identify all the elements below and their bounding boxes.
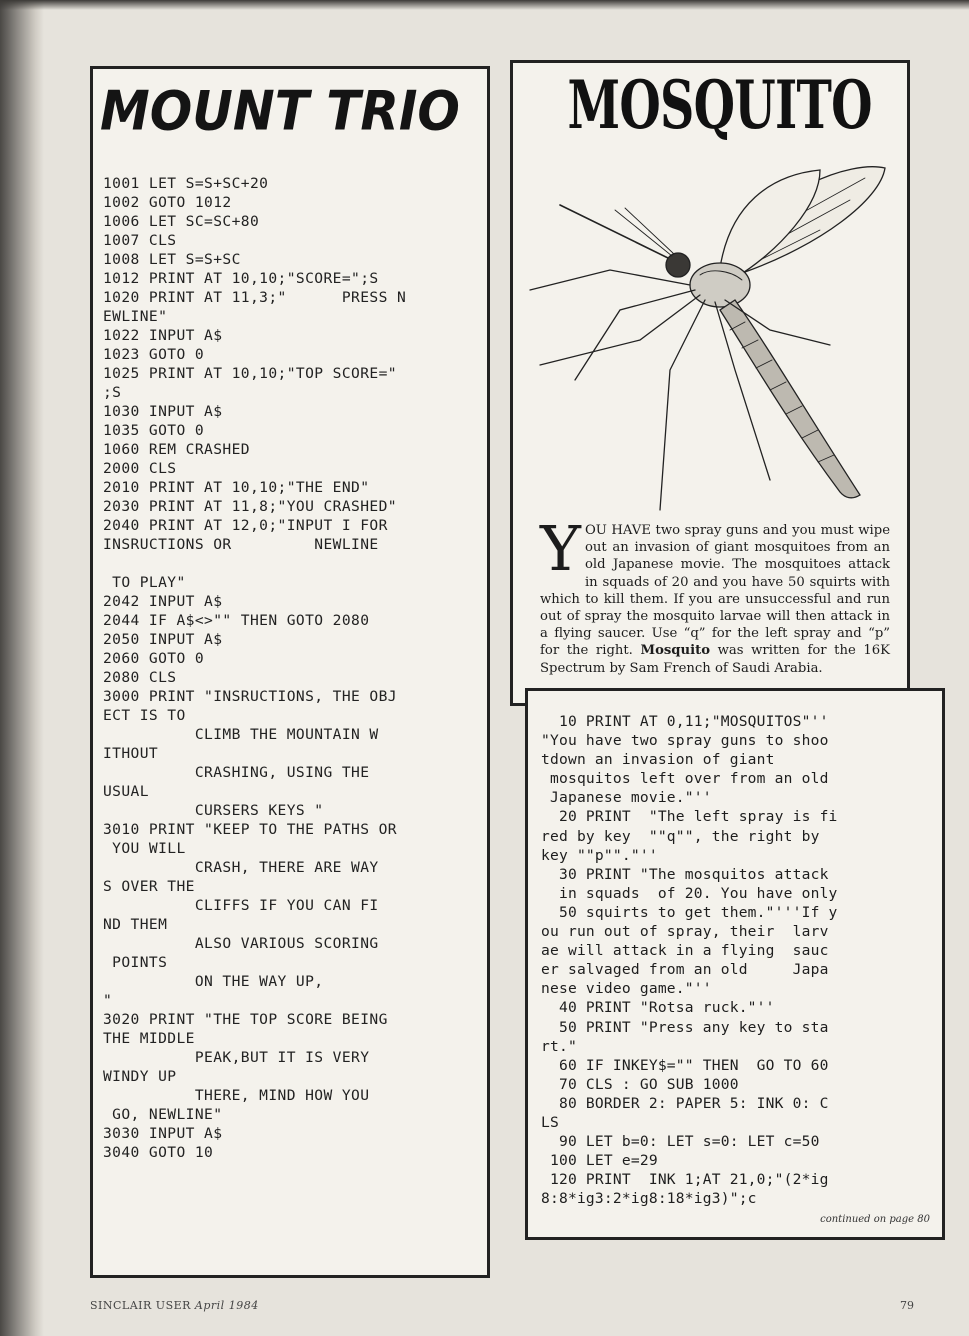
footer-magazine xyxy=(90,1299,259,1312)
code-line: 1025 PRINT AT 10,10;"TOP SCORE=" xyxy=(103,365,397,382)
code-line: 2042 INPUT A$ xyxy=(103,593,223,610)
code-line: in squads of 20. You have only xyxy=(541,884,838,902)
code-line: 3030 INPUT A$ xyxy=(103,1125,223,1142)
code-line: tdown an invasion of giant xyxy=(541,751,775,769)
code-line: POINTS xyxy=(103,954,168,971)
code-line: 2040 PRINT AT 12,0;"INPUT I FOR xyxy=(103,517,388,534)
intro-program-name: Mosquito xyxy=(640,643,711,659)
code-line: CRASH, THERE ARE WAY xyxy=(103,859,379,876)
code-line: Japanese movie."'' xyxy=(541,789,712,807)
code-line: ;S xyxy=(103,384,122,401)
code-line: CLIMB THE MOUNTAIN W xyxy=(103,726,379,743)
code-line: mosquitos left over from an old xyxy=(541,770,829,788)
mount-trio-title: MOUNT TRIO xyxy=(100,79,460,143)
code-line: red by key ""q"", the right by xyxy=(541,827,820,845)
code-line: 1001 LET S=S+SC+20 xyxy=(103,175,269,192)
intro-text: OU HAVE two spray guns and you must wipe out an invasion of giant mosquitoes from an old Japanese movie. The mosquitoes attack in squads of 20 and you have 50 squirts with which to kill them. If you are unsuccessful and run out of spray the mosquito larvae will then attack in a flying saucer. Use “q” for the left spray and “p” for the right. xyxy=(540,523,890,659)
code-line: PEAK,BUT IT IS VERY xyxy=(103,1049,370,1066)
book-spine-shadow xyxy=(0,0,44,1336)
code-line: 1008 LET S=S+SC xyxy=(103,251,241,268)
code-line: 1035 GOTO 0 xyxy=(103,422,205,439)
code-line: GO, NEWLINE" xyxy=(103,1106,223,1123)
code-line xyxy=(103,554,406,573)
code-line: 10 PRINT AT 0,11;"MOSQUITOS"'' xyxy=(541,713,829,730)
code-line: 120 PRINT INK 1;AT 21,0;"(2*ig xyxy=(541,1171,829,1189)
mosquito-illustration xyxy=(520,150,900,520)
code-line: 2060 GOTO 0 xyxy=(103,650,205,667)
issue-date: April 1984 xyxy=(194,1299,259,1312)
code-line: 1023 GOTO 0 xyxy=(103,346,205,363)
code-line: ALSO VARIOUS SCORING xyxy=(103,935,379,952)
code-line: 3040 GOTO 10 xyxy=(103,1144,214,1161)
code-line: TO PLAY" xyxy=(103,574,186,591)
continued-note: continued on page 80 xyxy=(820,1214,930,1225)
code-line: 80 BORDER 2: PAPER 5: INK 0: C xyxy=(541,1094,829,1112)
code-line: 2050 INPUT A$ xyxy=(103,631,223,648)
code-line: INSRUCTIONS OR NEWLINE xyxy=(103,536,379,553)
code-line: ON THE WAY UP, xyxy=(103,973,324,990)
magazine-name: SINCLAIR USER xyxy=(90,1299,191,1312)
code-line: LS xyxy=(541,1113,559,1131)
code-line: "You have two spray guns to shoo xyxy=(541,732,829,750)
code-line: 2030 PRINT AT 11,8;"YOU CRASHED" xyxy=(103,498,397,515)
code-line: WINDY UP xyxy=(103,1068,177,1085)
code-line: ae will attack in a flying sauc xyxy=(541,942,829,960)
code-line: 1060 REM CRASHED xyxy=(103,441,250,458)
code-line: THERE, MIND HOW YOU xyxy=(103,1087,370,1104)
code-line: THE MIDDLE xyxy=(103,1030,195,1047)
code-line: 100 LET e=29 xyxy=(541,1152,658,1170)
page-top-shadow xyxy=(0,0,969,10)
code-line: 2080 CLS xyxy=(103,669,177,686)
code-line: 30 PRINT "The mosquitos attack xyxy=(541,865,829,883)
code-line: 1020 PRINT AT 11,3;" PRESS N xyxy=(103,289,407,306)
code-line: ou run out of spray, their larv xyxy=(541,923,829,941)
code-line: 40 PRINT "Rotsa ruck."'' xyxy=(541,999,775,1017)
code-line: 2044 IF A$<>"" THEN GOTO 2080 xyxy=(103,612,370,629)
code-line: rt." xyxy=(541,1037,577,1055)
code-line: ND THEM xyxy=(103,916,168,933)
intro-dropcap: Y xyxy=(540,512,581,585)
mosquito-listing xyxy=(541,712,838,1208)
intro-credit: was written for the 16K Spectrum by Sam French of Saudi Arabia. xyxy=(540,643,890,676)
code-line: 60 IF INKEY$="" THEN GO TO 60 xyxy=(541,1056,829,1074)
code-line: 50 PRINT "Press any key to sta xyxy=(541,1018,829,1036)
code-line: CLIFFS IF YOU CAN FI xyxy=(103,897,379,914)
code-line: " xyxy=(103,992,113,1009)
code-line: 3010 PRINT "KEEP TO THE PATHS OR xyxy=(103,821,397,838)
code-line: 2000 CLS xyxy=(103,460,177,477)
code-line: CRASHING, USING THE xyxy=(103,764,370,781)
code-line: 3020 PRINT "THE TOP SCORE BEING xyxy=(103,1011,388,1028)
code-line: er salvaged from an old Japa xyxy=(541,961,829,979)
code-line: 20 PRINT "The left spray is fi xyxy=(541,808,838,826)
code-line: 1007 CLS xyxy=(103,232,177,249)
mosquito-intro xyxy=(540,512,890,677)
code-line: 3000 PRINT "INSRUCTIONS, THE OBJ xyxy=(103,688,397,705)
mosquito-title: MOSQUITO xyxy=(567,66,872,144)
code-line: ITHOUT xyxy=(103,745,159,762)
code-line: CURSERS KEYS " xyxy=(103,802,324,819)
code-line: 8:8*ig3:2*ig8:18*ig3)";c xyxy=(541,1190,757,1208)
code-line: 1002 GOTO 1012 xyxy=(103,194,232,211)
code-line: 2010 PRINT AT 10,10;"THE END" xyxy=(103,479,370,496)
code-line: key ""p""."'' xyxy=(541,846,658,864)
code-line: 70 CLS : GO SUB 1000 xyxy=(541,1075,739,1093)
code-line: EWLINE" xyxy=(103,308,168,325)
code-line: 1030 INPUT A$ xyxy=(103,403,223,420)
code-line: S OVER THE xyxy=(103,878,195,895)
mount-trio-listing xyxy=(103,174,406,1162)
code-line: 1022 INPUT A$ xyxy=(103,327,223,344)
code-line: nese video game."'' xyxy=(541,980,712,998)
code-line: 1006 LET SC=SC+80 xyxy=(103,213,260,230)
code-line: 50 squirts to get them."'''If y xyxy=(541,903,838,921)
code-line: ECT IS TO xyxy=(103,707,186,724)
page-number: 79 xyxy=(900,1299,914,1312)
code-line: USUAL xyxy=(103,783,149,800)
code-line: 1012 PRINT AT 10,10;"SCORE=";S xyxy=(103,270,379,287)
code-line: 90 LET b=0: LET s=0: LET c=50 xyxy=(541,1133,820,1151)
code-line: YOU WILL xyxy=(103,840,186,857)
